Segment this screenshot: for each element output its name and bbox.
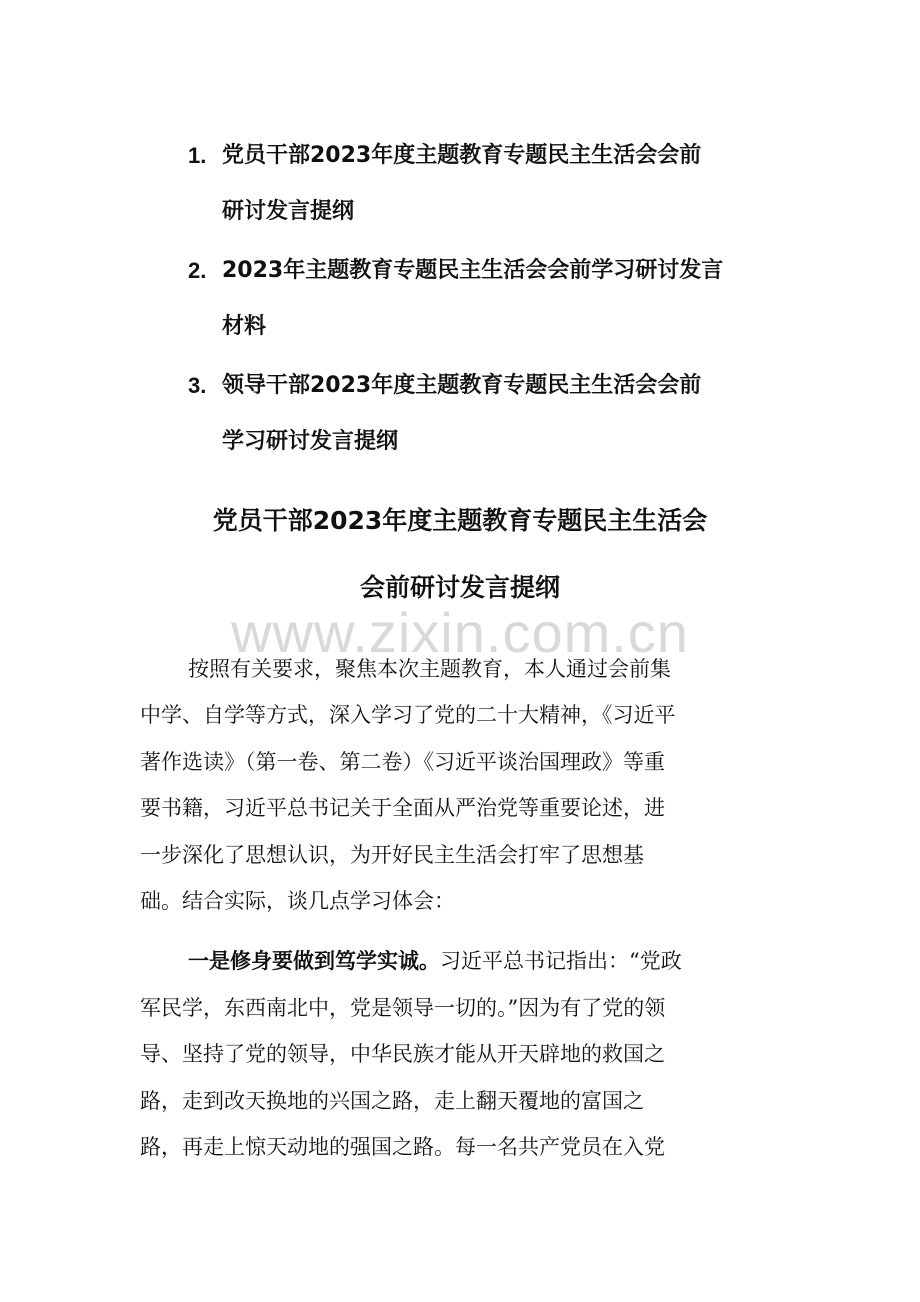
paragraph-lead: 一是修身要做到笃学实诚。 <box>188 948 440 974</box>
toc-item-number: 2. <box>188 258 207 283</box>
toc-item-number: 1. <box>188 143 207 168</box>
document-title <box>0 492 920 617</box>
table-of-contents <box>0 128 920 470</box>
toc-item[interactable] <box>0 358 920 470</box>
paragraph-line <box>140 938 780 984</box>
toc-item-line: 研讨发言提纲 <box>222 199 355 224</box>
toc-item-line: 学习研讨发言提纲 <box>222 429 399 454</box>
paragraph-line: 础。结合实际，谈几点学习体会： <box>140 889 455 914</box>
paragraph-line: 路，再走上惊天动地的强国之路。每一名共产党员在入党 <box>140 1135 665 1160</box>
paragraph-line: 要书籍，习近平总书记关于全面从严治党等重要论述，进 <box>140 796 665 821</box>
toc-item-line: 材料 <box>222 314 267 339</box>
paragraph-line: 一步深化了思想认识，为开好民主生活会打牢了思想基 <box>140 842 644 867</box>
toc-item[interactable] <box>0 128 920 240</box>
toc-item-line: 党员干部2023年度主题教育专题民主生活会会前 <box>222 143 702 168</box>
paragraph-line: 路，走到改天换地的兴国之路，走上翻天覆地的富国之 <box>140 1088 644 1113</box>
toc-item-number: 3. <box>188 373 207 398</box>
paragraph <box>140 938 780 1170</box>
toc-item-line: 领导干部2023年度主题教育专题民主生活会会前 <box>222 373 702 398</box>
document-body <box>140 646 780 1170</box>
paragraph-line: 导、坚持了党的领导，中华民族才能从开天辟地的救国之 <box>140 1042 665 1067</box>
paragraph-line: 按照有关要求，聚焦本次主题教育，本人通过会前集 <box>188 657 671 681</box>
watermark: www.zixin.com.cn <box>231 601 689 664</box>
title-line-1: 党员干部2023年度主题教育专题民主生活会 <box>212 506 708 535</box>
toc-item-line: 2023年主题教育专题民主生活会会前学习研讨发言 <box>222 258 724 283</box>
toc-item[interactable] <box>0 243 920 355</box>
title-line-2: 会前研讨发言提纲 <box>359 573 560 602</box>
paragraph-line: 军民学，东西南北中，党是领导一切的。”因为有了党的领 <box>140 995 666 1020</box>
paragraph <box>140 646 780 924</box>
paragraph-line: 著作选读》（第一卷、第二卷）《习近平谈治国理政》等重 <box>140 749 665 774</box>
paragraph-text: 习近平总书记指出：“党政 <box>440 949 682 974</box>
paragraph-line: 中学、自学等方式，深入学习了党的二十大精神，《习近平 <box>140 703 676 728</box>
